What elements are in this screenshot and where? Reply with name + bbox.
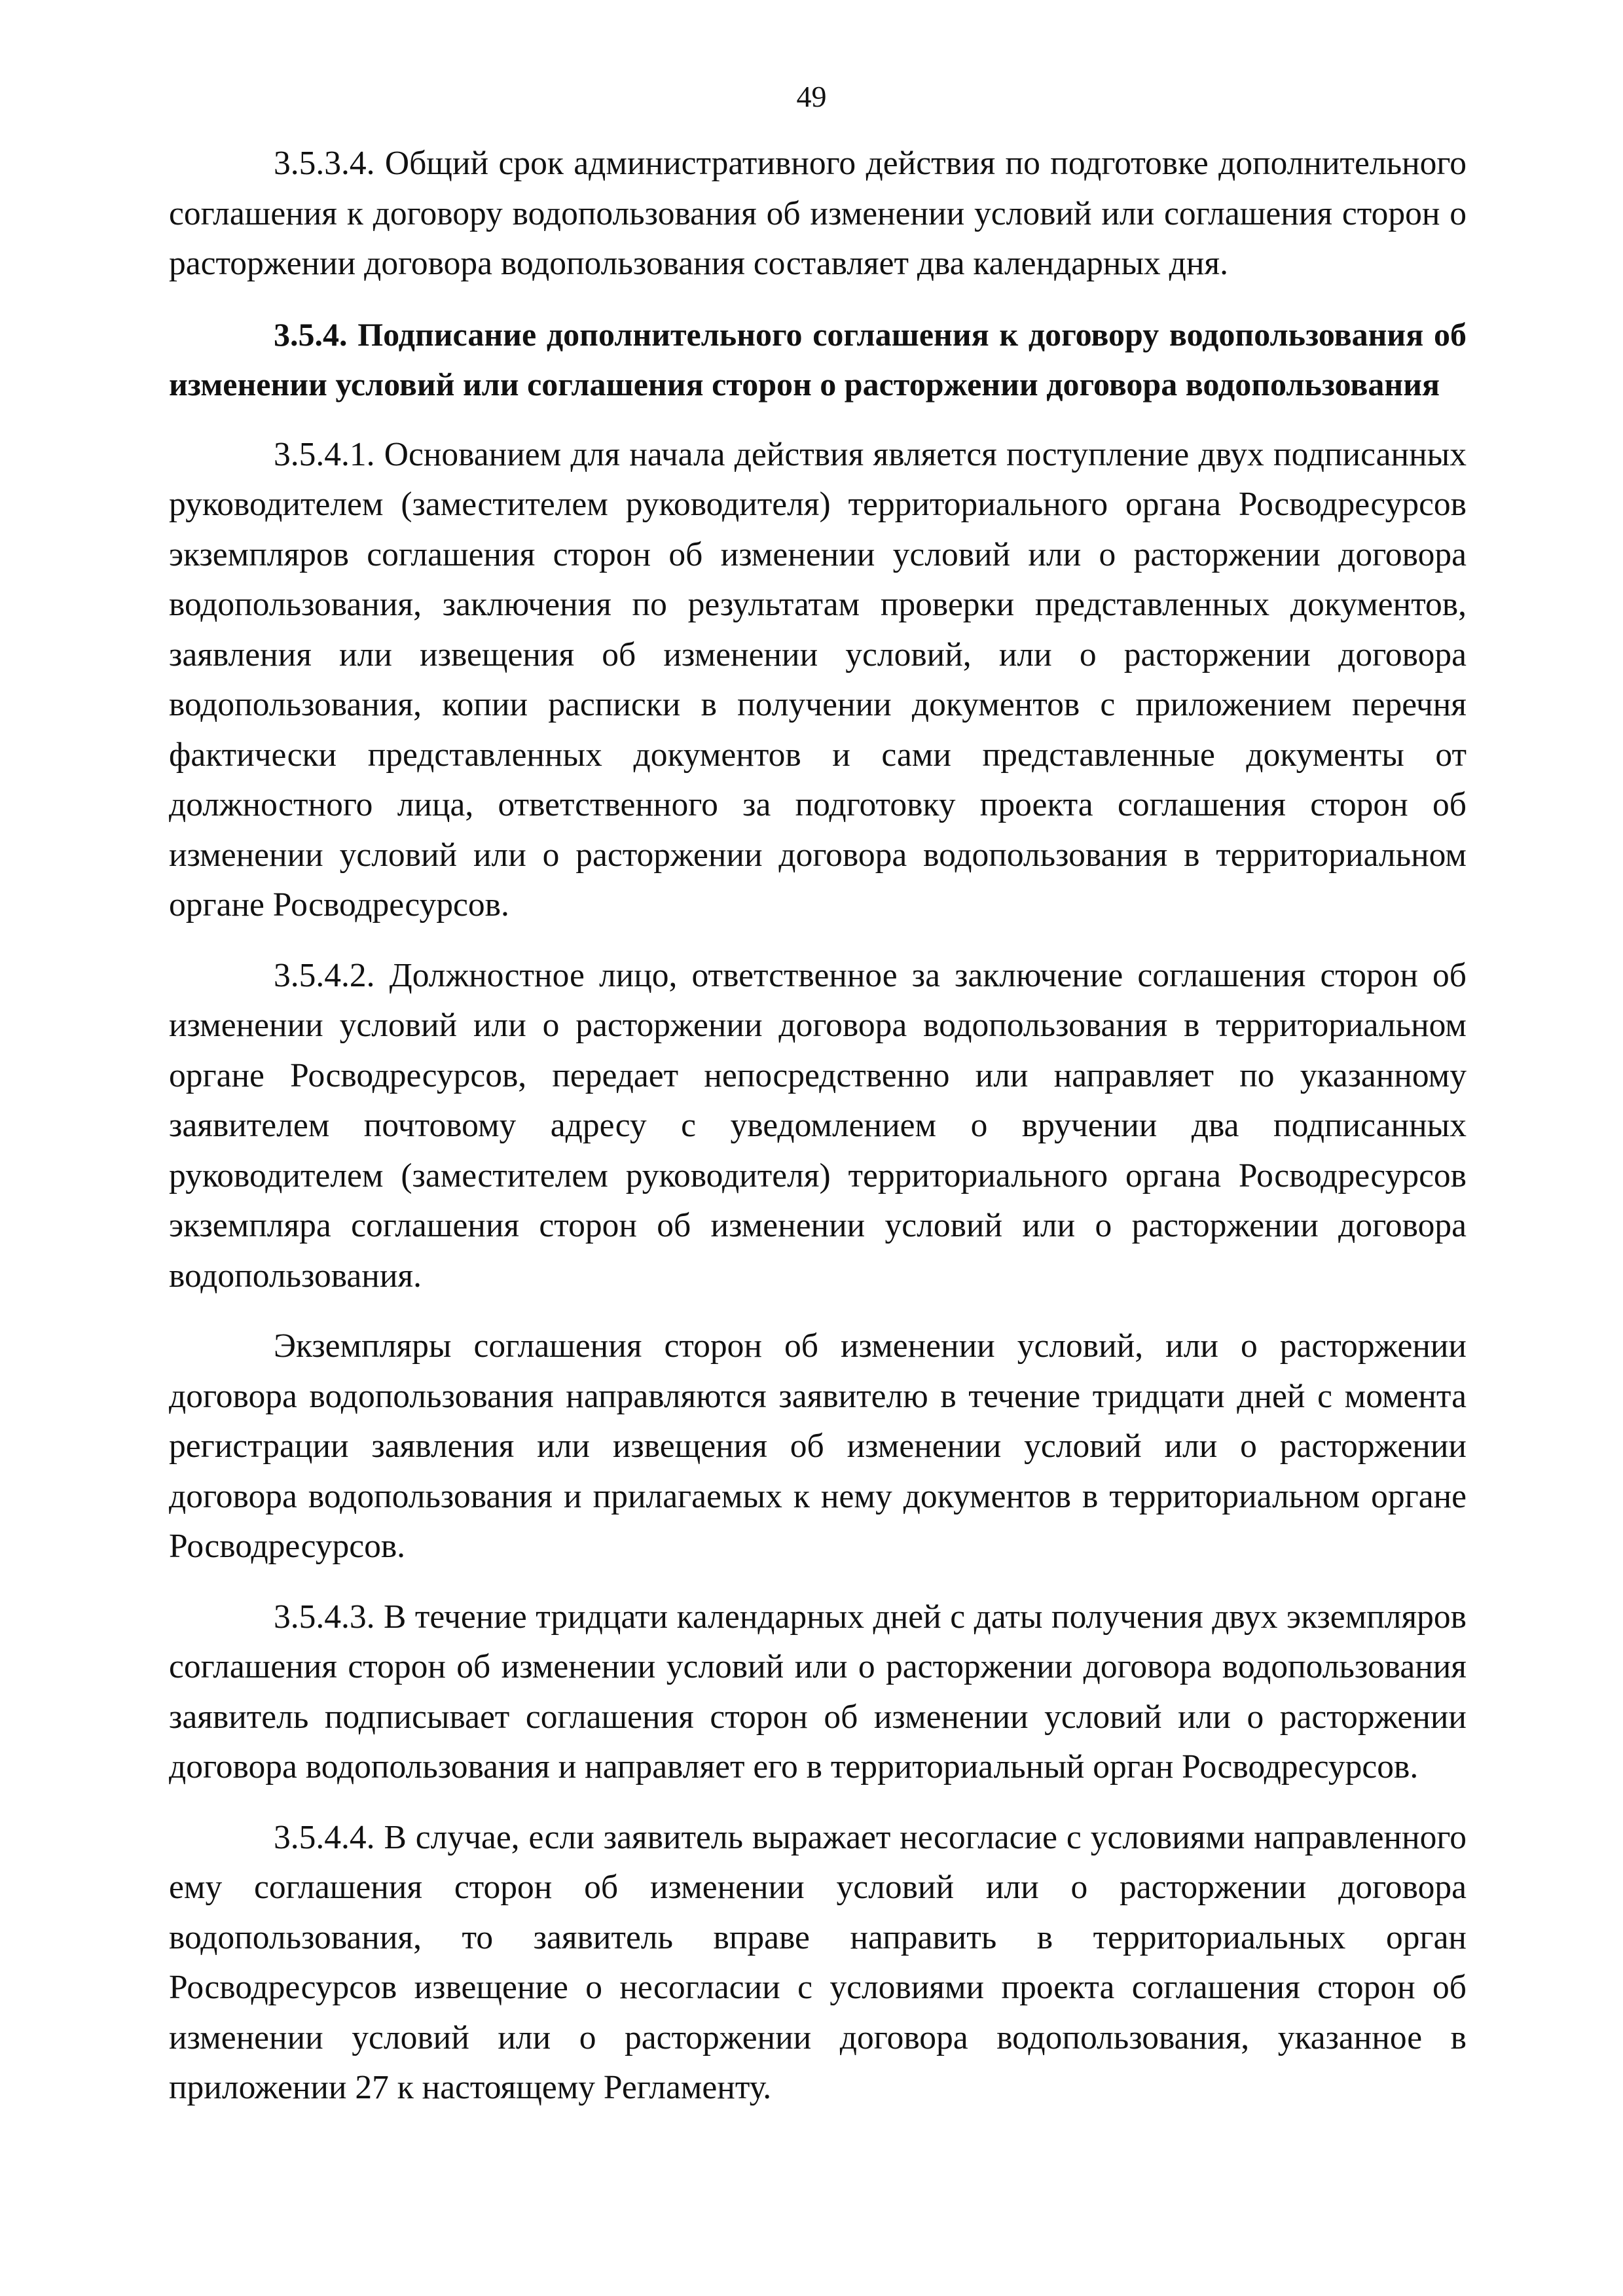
paragraph-3-5-4-2: 3.5.4.2. Должностное лицо, ответственное за заключение соглашения сторон об изменении условий или о расторжении договора водопользования в территориальном органе Росводресурсов, передает непосредственно или направляет по указанному заявителем почтовому адресу с уведомлением о вручении два подписанных руководителем (заместителем руководителя) территориального органа Росводресурсов экземпляра соглашения сторон об изменении условий или о расторжении договора водопользования. — [169, 956, 1467, 1295]
section-heading-3-5-4: 3.5.4. Подписание дополнительного соглашения к договору водопользования об изменении условий или соглашения сторон о расторжении договора водопользования — [169, 315, 1467, 403]
document-body — [169, 139, 1467, 2113]
paragraph-3-5-4-4: 3.5.4.4. В случае, если заявитель выражает несогласие с условиями направленного ему соглашения сторон об изменении условий или о расторжении договора водопользования, то заявитель вправе направить в территориальных орган Росводресурсов извещение о несогласии с условиями проекта соглашения сторон об изменении условий или о расторжении договора водопользования, указанное в приложении 27 к настоящему Регламенту. — [169, 1818, 1467, 2106]
paragraph-3-5-3-4: 3.5.3.4. Общий срок административного действия по подготовке дополнительного соглашения к договору водопользования об изменении условий или соглашения сторон о расторжении договора водопользования составляет два календарных дня. — [169, 145, 1467, 282]
page-number: 49 — [796, 80, 827, 113]
paragraph-agreement-copies: Экземпляры соглашения сторон об изменении условий, или о расторжении договора водопользования направляются заявителю в течение тридцати дней с момента регистрации заявления или извещения об изменении условий или о расторжении договора водопользования и прилагаемых к нему документов в территориальном органе Росводресурсов. — [169, 1327, 1467, 1565]
paragraph-3-5-4-1: 3.5.4.1. Основанием для начала действия является поступление двух подписанных руководителем (заместителем руководителя) территориального органа Росводресурсов экземпляров соглашения сторон об изменении условий или о расторжении договора водопользования, заключения по результатам проверки представленных документов, заявления или извещения об изменении условий, или о расторжении договора водопользования, копии расписки в получении документов с приложением перечня фактически представленных документов и сами представленные документы от должностного лица, ответственного за подготовку проекта соглашения сторон об изменении условий или о расторжении договора водопользования в территориальном органе Росводресурсов. — [169, 435, 1467, 924]
paragraph-3-5-4-3: 3.5.4.3. В течение тридцати календарных дней с даты получения двух экземпляров соглашения сторон об изменении условий или о расторжении договора водопользования заявитель подписывает соглашения сторон об изменении условий или о расторжении договора водопользования и направляет его в территориальный орган Росводресурсов. — [169, 1598, 1467, 1785]
